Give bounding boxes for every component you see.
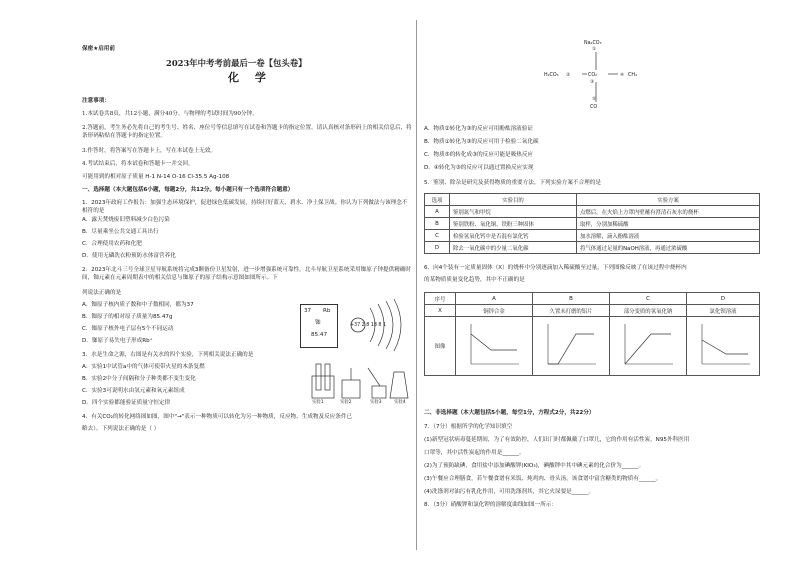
table-row [425, 218, 760, 230]
header-option: 选项 [425, 194, 450, 206]
table-cell: 检验氢氧化钙中是否混有氯化钙 [450, 230, 577, 242]
exp1-label: 实验1 [312, 400, 324, 405]
q2-stem: 2．2023年北斗三号全球卫星导航系统将完成3颗备份卫星发射，进一步增强系统可靠性。北斗导航卫星系统采用铷原子钟提供精确时间，铷元素在元素周期表中的相关信息与铷原子的原子结构示意图如图所示。下 [82, 267, 412, 281]
exp2-label: 实验2 [340, 400, 352, 405]
q4-option-b: B．物质①转化为③的反应可用于检验二氧化碳 [424, 139, 539, 145]
graph-row [425, 317, 760, 376]
q1-option-b: B．尽量乘坐公共交通工具出行 [82, 229, 159, 235]
header-d: D [687, 293, 760, 305]
q1-option-d: D．使用无磷洗衣粉预防水体富营养化 [82, 253, 176, 259]
atom-structure-label: +37 2 8 18 8 1 [350, 323, 387, 328]
graph-b-cell [533, 317, 610, 376]
header-plan: 实验方案 [577, 194, 760, 206]
table-cell: 部分变质的氢氧化钠 [610, 305, 687, 317]
q1-option-c: C．合理使用农药和化肥 [82, 241, 142, 247]
table-row [425, 230, 760, 242]
table-row [425, 242, 760, 254]
q1-stem: 1．2023年政府工作报告：加强生态环境保护，促进绿色低碳发展，持续打好蓝天、碧水、净土保卫战。你认为下列做法与该理念不相符的是 [82, 200, 408, 214]
graph-d-cell [687, 317, 760, 376]
section2-heading: 二、非选择题（本大题包括5小题，每空1分，方程式2分，共22分） [424, 410, 595, 416]
q6-table [424, 292, 760, 376]
diagram-mark-5: ⑤ [592, 97, 597, 102]
diagram-mark-3: ③ [590, 80, 595, 85]
q7-line-4: (3)午餐应合理膳食，若午餐食谱有米饭、炖鸡肉、骨头汤，该食谱中富含糖类的物质有______。 [424, 476, 662, 482]
table-cell: 鉴别氮气和甲烷 [450, 206, 577, 218]
secret-label: 保密★启用前 [82, 46, 115, 52]
table-cell: A [425, 206, 450, 218]
table-cell: 点燃后，在火焰上方罩内壁蘸有澄清石灰水的烧杯 [577, 206, 760, 218]
graph-a-cell [456, 317, 533, 376]
table-cell: B [425, 218, 450, 230]
q7-line-2: 口罩等，其中活性炭起的作用是______。 [424, 450, 525, 456]
q3-option-b: B．实验2中分子间隔和分子种类都不变生变化 [82, 376, 196, 382]
q5-stem: 5．鉴别、除杂是研究及获得物质的重要方法。下列实验方案不合理的是 [424, 180, 601, 186]
note-4: 4.考试结束后，将本试卷和答题卡一并交回。 [82, 161, 194, 167]
header-purpose: 实验目的 [450, 194, 577, 206]
atomic-mass: 可能用到的相对原子质量 H-1 N-14 O-16 Cl-35.5 Ag-108 [82, 174, 230, 180]
graph-a [459, 320, 523, 370]
table-header-row [425, 293, 760, 305]
q7-line-1: (1)新型冠状病毒蔓延期间，为了有效防控，人们出门时都佩戴了口罩几，它的作用有活性炭，N95外科医用 [424, 437, 690, 443]
element-name: 铷 [315, 320, 321, 326]
q4-option-d: D．④转化为③的反应可以通过置换反应实现 [424, 165, 534, 171]
diagram-right: CH₄ [628, 73, 637, 78]
q3-option-a: A．实验1中试管a中的气体可使带火星的木条复燃 [82, 364, 205, 370]
table-cell: 加水溶解，滴入酚酞溶液 [577, 230, 760, 242]
section1-heading: 一、选择题（本大题包括6小题，每题2分，共12分。每小题只有一个选项符合题意） [82, 187, 294, 193]
q2-option-c: C．铷原子核外电子层有5个不同运动 [82, 326, 174, 332]
table-cell: C [425, 230, 450, 242]
table-header-row [425, 194, 760, 206]
table-row [425, 305, 760, 317]
q4-option-c: C．物质⑤的转化成③的反应可能是吸热反应 [424, 152, 534, 158]
diagram-left: H₂CO₃ [544, 73, 559, 78]
q3-option-d: D．四个实验都能验证质量守恒定律 [82, 400, 171, 406]
graph-c-cell [610, 317, 687, 376]
column-divider [416, 20, 417, 550]
element-number: 37 [304, 308, 312, 314]
note-2: 2.答题前，考生务必先将自己的考生号、姓名、座位号等信息填写在试卷和答题卡的指定位置。请认真核对条形码上的相关信息后，将条形码粘贴在答题卡的指定位置。 [82, 125, 412, 139]
table-cell: 除去一氧化碳中的少量二氧化碳 [450, 242, 577, 254]
q3-option-c: C．实验3可说明水由氢元素和氧元素组成 [82, 388, 185, 394]
subject-title: 化 学 [228, 71, 272, 84]
q2-option-b: B．铷原子的相对原子质量为85.47g [82, 314, 173, 320]
diagram-bottom: CO [590, 105, 598, 110]
table-cell: 将气体通过足量的NaOH溶液，再通过浓硫酸 [577, 242, 760, 254]
row-graph-label: 图像 [425, 317, 456, 376]
note-3: 3.作答时，将答案写在答题卡上，写在本试卷上无效。 [82, 148, 216, 154]
element-mass: 85.47 [311, 332, 328, 338]
q7-stem: 7．（7分）根据所学的化学知识填空 [424, 424, 513, 430]
table-cell: 氯化钡溶液 [687, 305, 760, 317]
header-a: A [456, 293, 533, 305]
header-c: C [610, 293, 687, 305]
element-symbol: Rb [323, 308, 331, 314]
diagram-mark-1: ① [592, 47, 597, 52]
graph-b [536, 320, 600, 370]
table-cell: 久置未打磨的铝片 [533, 305, 610, 317]
header-b: B [533, 293, 610, 305]
graph-c [613, 320, 677, 370]
q6-stem: 6．向4个装有一定质量固体（X）的烧杯中分别逐滴加入稀硫酸至过量，下列图像反映了在该过程中烧杯内 [424, 265, 687, 271]
q2-stem-cont: 列说法正确的是 [82, 290, 122, 296]
table-cell: 鉴别铁粉、氧化铜、铁粉三种固体 [450, 218, 577, 230]
q5-table [424, 193, 760, 254]
note-1: 1.本试卷共8页，共12小题，满分40分。与物理的考试时间为90分钟。 [82, 111, 258, 117]
q4-stem-cont: 略去）。下列说法正确的是（ ） [82, 426, 160, 432]
q4-option-a: A．物质②转化为③的反应可用酚酞溶液验证 [424, 126, 533, 132]
q7-line-3: (2)为了预防缺碘，食用盐中添加碘酸钾(KIO₃)，碘酸钾中其中碘元素的化合价为______。 [424, 463, 645, 469]
diagram-top: Na₂CO₃ [584, 41, 602, 46]
element-cell-figure [300, 304, 338, 348]
exp4-label: 实验4 [394, 400, 406, 405]
row-x-label: X [425, 305, 456, 317]
table-row [425, 206, 760, 218]
q2-option-a: A．铷原子核内质子数和中子数相同，都为37 [82, 302, 194, 308]
diagram-center: CO₂ [588, 73, 598, 78]
header-number: 序号 [425, 293, 456, 305]
diagram-mark-4: ④ [620, 73, 625, 78]
notes-title: 注意事项： [82, 98, 110, 104]
q3-stem: 3．水是生命之源，右图是有关水的四个实验，下列相关说法正确的是 [82, 352, 254, 358]
q7-line-5: (4)洗涤剂对油污有乳化作用，可用洗涤剂其，其它火尿要是______。 [424, 489, 595, 495]
table-cell: 取样，分别加稀硫酸 [577, 218, 760, 230]
q8-stem: 8．（3分）硝酸钾和氯化钾的溶解度曲线如图一所示： [424, 502, 557, 508]
table-cell: 铜锌合金 [456, 305, 533, 317]
q4-stem: 4．有关CO₂的转化网络图如图，图中"→"表示一种物质可以转化为另一种物质，反应物、生成物及反应条件已 [82, 414, 353, 420]
exam-title: 2023年中考考前最后一卷【包头卷】 [166, 58, 307, 68]
co2-network-arrows [554, 44, 644, 106]
diagram-mark-2: ② [566, 73, 571, 78]
q2-option-d: D．铷原子易失电子形成Rb⁺ [82, 338, 153, 344]
table-cell: D [425, 242, 450, 254]
q1-option-a: A．露天焚烧废旧塑料减少白色污染 [82, 217, 170, 223]
q6-stem-cont: 的某物质质量变化趋势，其中不正确的是 [424, 277, 525, 283]
graph-d [690, 320, 754, 370]
exp3-label: 实验3 [370, 400, 382, 405]
